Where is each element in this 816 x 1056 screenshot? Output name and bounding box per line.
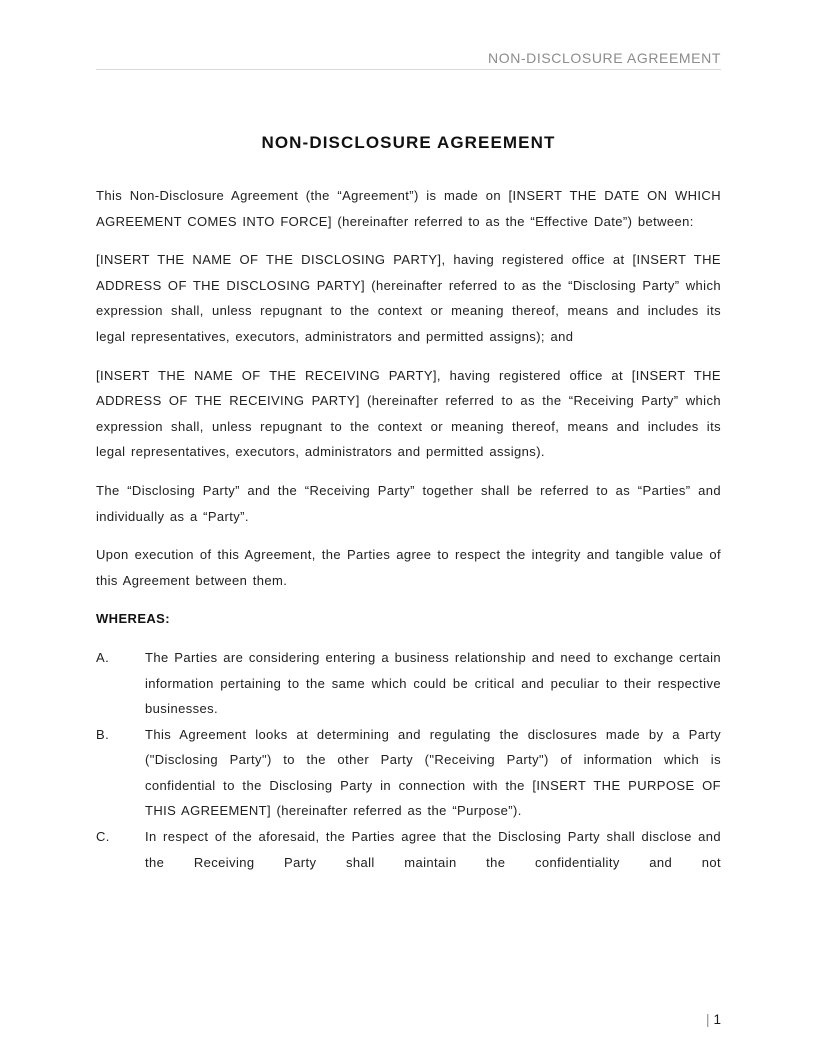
paragraph-intro: This Non-Disclosure Agreement (the “Agreement”) is made on [INSERT THE DATE ON WHICH AGREEMENT COMES INTO FORCE] (hereinafter referred to as the “Effective Date”) between: (96, 188, 721, 229)
whereas-heading: WHEREAS: (96, 611, 170, 627)
document-title: NON-DISCLOSURE AGREEMENT (261, 133, 556, 152)
paragraph-parties: The “Disclosing Party” and the “Receiving Party” together shall be referred to as “Parties” and individually as a “Party”. (96, 482, 721, 524)
running-header (96, 0, 721, 70)
content-column (96, 0, 721, 875)
whereas-item-a-text: The Parties are considering entering a business relationship and need to exchange certain information pertaining to the same which could be critical and peculiar to their respective businesses. (145, 649, 721, 717)
paragraph-receiving-party: [INSERT THE NAME OF THE RECEIVING PARTY], having registered office at [INSERT THE ADDRESS OF THE RECEIVING PARTY] (hereinafter referred to as the “Receiving Party” which expression shall, unless repugnant to the context or meaning thereof, means and includes its legal representatives, executors, administrators and permitted assigns). (96, 367, 721, 460)
whereas-item-c-text: In respect of the aforesaid, the Parties agree that the Disclosing Party shall disclose and the Receiving Party shall maintain the confidentiality and not (145, 829, 721, 870)
page-footer (706, 1011, 721, 1029)
page-number: 1 (713, 1012, 721, 1027)
whereas-item-b-text: This Agreement looks at determining and regulating the disclosures made by a Party ("Disclosing Party") to the other Party ("Receiving Party") of information which is confidential to the Disclosing Party in connection with the [INSERT THE PURPOSE OF THIS AGREEMENT] (hereinafter referred as the “Purpose”). (145, 726, 721, 819)
paragraph-execution: Upon execution of this Agreement, the Parties agree to respect the integrity and tangible value of this Agreement between them. (96, 547, 721, 588)
whereas-item-c (96, 824, 721, 875)
document-body (96, 183, 721, 875)
whereas-item-a (96, 645, 721, 722)
running-header-text: NON-DISCLOSURE AGREEMENT (488, 50, 721, 66)
footer-separator: | (705, 1012, 710, 1027)
list-marker-a: A. (96, 649, 110, 665)
whereas-list (96, 645, 721, 875)
whereas-item-b (96, 722, 721, 824)
list-marker-b: B. (96, 726, 110, 742)
list-marker-c: C. (96, 829, 110, 845)
paragraph-disclosing-party: [INSERT THE NAME OF THE DISCLOSING PARTY], having registered office at [INSERT THE ADDRESS OF THE DISCLOSING PARTY] (hereinafter referred to as the “Disclosing Party” which expression shall, unless repugnant to the context or meaning thereof, means and includes its legal representatives, executors, administrators and permitted assigns); and (96, 252, 721, 344)
